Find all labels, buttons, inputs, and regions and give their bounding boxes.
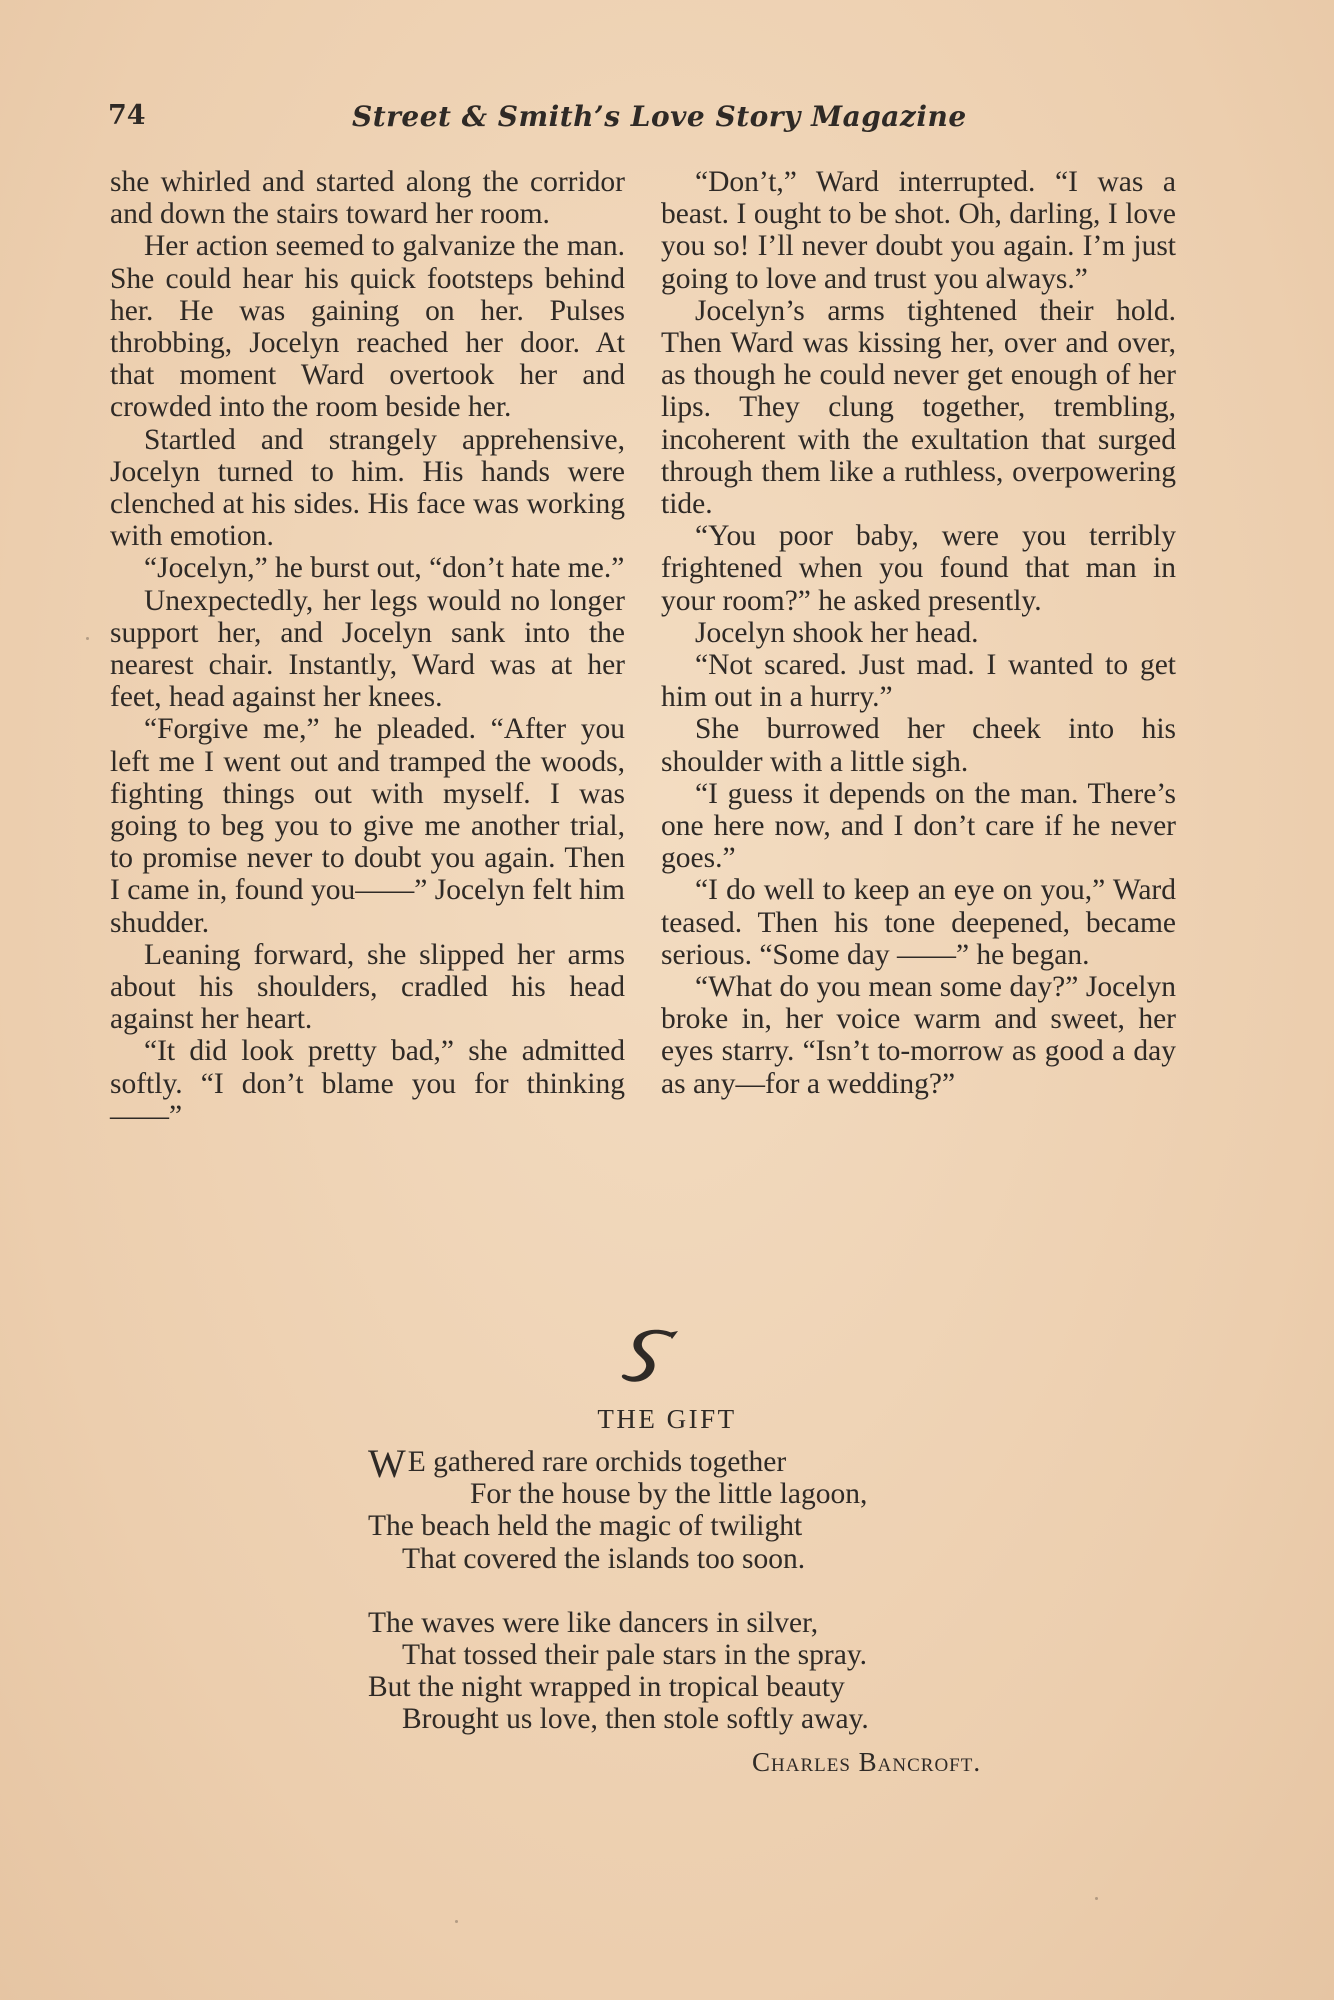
story-paragraph: “Don’t,” Ward interrupted. “I was a beast. I ought to be shot. Oh, darling, I love you so! I’ll never doubt you again. I’m just going to love and trust you always.” bbox=[661, 166, 1176, 295]
paper-speck bbox=[1095, 1897, 1098, 1900]
story-paragraph: She burrowed her cheek into his shoulder with a little sigh. bbox=[661, 713, 1176, 778]
poem-line-text: E gathered rare orchids together bbox=[407, 1446, 787, 1478]
story-paragraph: “I do well to keep an eye on you,” Ward teased. Then his tone deepened, became serious. “Some day ——” he began. bbox=[661, 874, 1176, 971]
story-paragraph: Leaning forward, she slipped her arms about his shoulders, cradled his head against her heart. bbox=[110, 938, 625, 1036]
section-divider-ornament-icon bbox=[608, 1325, 688, 1395]
poem-line: Brought us love, then stole softly away. bbox=[402, 1703, 869, 1736]
poem-line: The beach held the magic of twilight bbox=[368, 1510, 803, 1543]
paper-speck bbox=[86, 637, 89, 640]
story-paragraph: “What do you mean some day?” Jocelyn broke in, her voice warm and sweet, her eyes starry. “Isn’t to-morrow as good a day as any—for a wedding?” bbox=[661, 971, 1176, 1100]
story-paragraph: Her action seemed to galvanize the man. She could hear his quick footsteps behind her. He was gaining on her. Pulses throbbing, Jocelyn reached her door. At that moment Ward overtook her and crowded into the room beside her. bbox=[110, 230, 625, 424]
magazine-title: Street & Smith’s Love Story Magazine bbox=[352, 100, 967, 133]
poem-line bbox=[368, 1441, 1108, 1486]
story-paragraph: “Not scared. Just mad. I wanted to get him out in a hurry.” bbox=[661, 649, 1176, 714]
paper-speck bbox=[455, 1920, 458, 1923]
story-left-column bbox=[110, 166, 625, 1132]
poem-line: For the house by the little lagoon, bbox=[470, 1478, 868, 1511]
story-right-column bbox=[661, 166, 1176, 1100]
poem-title: THE GIFT bbox=[597, 1404, 737, 1434]
page-header bbox=[108, 100, 1258, 144]
poem-line: But the night wrapped in tropical beauty bbox=[368, 1671, 845, 1704]
story-paragraph: she whirled and started along the corridor and down the stairs toward her room. bbox=[110, 166, 625, 231]
story-paragraph: Jocelyn shook her head. bbox=[695, 616, 979, 649]
story-paragraph: Startled and strangely apprehensive, Jocelyn turned to him. His hands were clenched at his sides. His face was working with emotion. bbox=[110, 423, 625, 553]
poem-line: That covered the islands too soon. bbox=[402, 1542, 806, 1575]
story-paragraph: Jocelyn’s arms tightened their hold. Then Ward was kissing her, over and over, as though he could never get enough of her lips. They clung together, trembling, incoherent with the exultation that surged through them like a ruthless, overpowering tide. bbox=[661, 294, 1176, 521]
poem-line: That tossed their pale stars in the spray. bbox=[402, 1638, 868, 1671]
poem-author: Charles Bancroft. bbox=[752, 1747, 982, 1777]
story-paragraph: “You poor baby, were you terribly frightened when you found that man in your room?” he asked presently. bbox=[661, 520, 1176, 617]
stanza-break bbox=[368, 1575, 1108, 1607]
page-number: 74 bbox=[108, 100, 146, 131]
story-paragraph: “I guess it depends on the man. There’s one here now, and I don’t care if he never goes.” bbox=[661, 777, 1176, 875]
poem-body bbox=[368, 1441, 1108, 1736]
poem-line: The waves were like dancers in silver, bbox=[368, 1606, 819, 1639]
story-paragraph: “It did look pretty bad,” she admitted softly. “I don’t blame you for thinking——” bbox=[110, 1035, 625, 1132]
poem-drop-cap: W bbox=[368, 1441, 406, 1486]
story-paragraph: Unexpectedly, her legs would no longer support her, and Jocelyn sank into the nearest chair. Instantly, Ward was at her feet, head against her knees. bbox=[110, 584, 625, 714]
story-paragraph: “Jocelyn,” he burst out, “don’t hate me.” bbox=[144, 552, 625, 585]
story-paragraph: “Forgive me,” he pleaded. “After you left me I went out and tramped the woods, fighting things out with myself. I was going to beg you to give me another trial, to promise never to doubt you again. Then I came in, found you——” Jocelyn felt him shudder. bbox=[110, 713, 625, 939]
